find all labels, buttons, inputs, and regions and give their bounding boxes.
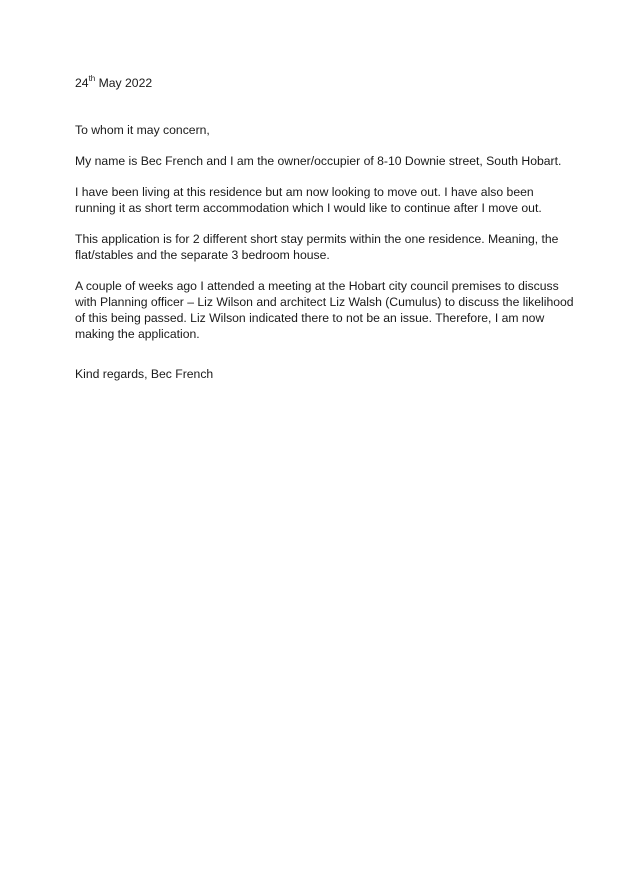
paragraph-line: This application is for 2 different short stay permits within the one residence. Meaning, the bbox=[75, 232, 559, 246]
paragraph-line: running it as short term accommodation which I would like to continue after I move out. bbox=[75, 201, 542, 215]
paragraph-residence bbox=[75, 184, 555, 216]
paragraph-meeting bbox=[75, 278, 574, 342]
paragraph-line: flat/stables and the separate 3 bedroom house. bbox=[75, 248, 330, 262]
letter-date bbox=[75, 75, 152, 91]
paragraph-introduction: My name is Bec French and I am the owner/occupier of 8-10 Downie street, South Hobart. bbox=[75, 154, 562, 168]
letter-body bbox=[75, 122, 574, 357]
paragraph-line: I have been living at this residence but am now looking to move out. I have also been bbox=[75, 185, 534, 199]
signoff: Kind regards, Bec French bbox=[75, 367, 214, 381]
paragraph-line: making the application. bbox=[75, 327, 200, 341]
date-day: 24 bbox=[75, 76, 89, 90]
paragraph-line: A couple of weeks ago I attended a meeting at the Hobart city council premises to discuss bbox=[75, 279, 559, 293]
paragraph-line: with Planning officer – Liz Wilson and architect Liz Walsh (Cumulus) to discuss the likelihood bbox=[75, 295, 574, 309]
date-month-year: May 2022 bbox=[95, 76, 153, 90]
date-suffix: th bbox=[88, 73, 96, 83]
paragraph-application bbox=[75, 231, 559, 263]
paragraph-line: of this being passed. Liz Wilson indicated there to not be an issue. Therefore, I am now bbox=[75, 311, 545, 325]
salutation: To whom it may concern, bbox=[75, 123, 210, 137]
